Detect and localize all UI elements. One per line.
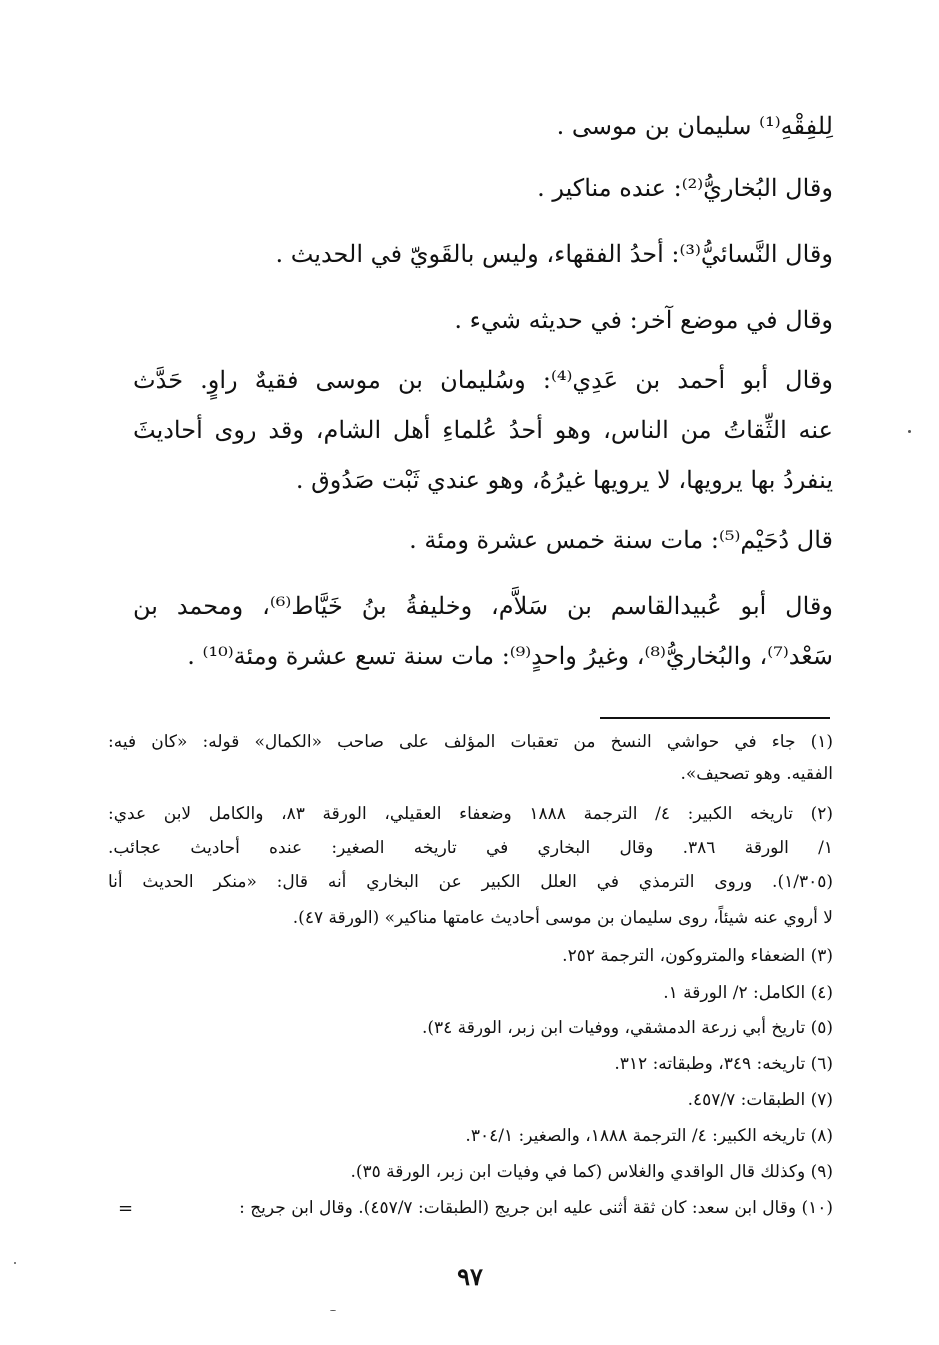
main-line-9: وقال أبو عُبيدالقاسم بن سَلاَّم، وخليفةُ بنُ خَيَّاط⁽⁶⁾، ومحمد بن [133, 592, 833, 620]
main-line-8: قال دُحَيْم⁽⁵⁾: مات سنة خمس عشرة ومئة . [409, 526, 833, 554]
footnote-1-line-1: (١) جاء في حواشي النسخ من تعقبات المؤلف على صاحب «الكمال» قوله: «كان فيه: [108, 732, 833, 752]
footnote-8: (٨) تاريخه الكبير: ٤/ الترجمة ١٨٨٨، والصغير: ٣٠٤/١. [465, 1126, 833, 1146]
footnote-2-line-4: لا أروي عنه شيئاً، روى سليمان بن موسى أحاديث عامتها مناكير» (الورقة ٤٧). [292, 908, 833, 928]
footnote-divider [600, 717, 830, 719]
scan-speck [14, 1262, 16, 1264]
footnote-7: (٧) الطبقات: ٤٥٧/٧. [687, 1090, 833, 1110]
footnote-2-line-3: (١/٣٠٥). وروى الترمذي في العلل الكبير عن البخاري أنه قال: «منكر الحديث أنا [108, 872, 833, 892]
main-line-6: عنه الثِّقاتُ من الناس، وهو أحدُ عُلماءِ أهل الشام، وقد روى أحاديثَ [133, 416, 833, 444]
continuation-mark: = [118, 1198, 134, 1219]
footnote-6: (٦) تاريخه: ٣٤٩، وطبقاته: ٣١٢. [614, 1054, 833, 1074]
scan-speck [908, 430, 911, 433]
footnote-10: (١٠) وقال ابن سعد: كان ثقة أثنى عليه ابن جريج (الطبقات: ٤٥٧/٧). وقال ابن جريج : [239, 1198, 833, 1218]
footnote-3: (٣) الضعفاء والمتروكون، الترجمة ٢٥٢. [562, 946, 833, 966]
main-line-7: ينفردُ بها يرويها، لا يرويها غيرُهُ، وهو عندي ثَبْت صَدُوق . [295, 466, 833, 494]
footnote-1-line-2: الفقيه. وهو تصحيف». [680, 764, 833, 784]
main-line-1: لِلفِقْهِ⁽¹⁾ سليمان بن موسى . [556, 112, 833, 140]
footnote-9: (٩) وكذلك قال الواقدي والغلاس (كما في وفيات ابن زبر، الورقة ٣٥). [350, 1162, 833, 1182]
main-line-2: وقال البُخاريُّ⁽²⁾: عنده مناكير . [537, 174, 833, 202]
footnote-2-line-2: ١/ الورقة ٣٨٦. وقال البخاري في تاريخه الصغير: عنده أحاديث عجائب. [108, 838, 833, 858]
page-number: ٩٧ [457, 1262, 483, 1291]
main-line-4: وقال في موضع آخر: في حديثه شيء . [454, 306, 833, 334]
footnote-5: (٥) تاريخ أبي زرعة الدمشقي، ووفيات ابن زبر، الورقة ٣٤). [421, 1018, 833, 1038]
main-line-5: وقال أبو أحمد بن عَدِي⁽⁴⁾: وسُليمان بن موسى فقيهٌ راوٍ. حَدَّث [133, 366, 833, 394]
scan-speck [330, 1310, 336, 1311]
main-line-10: سَعْد⁽⁷⁾، والبُخاريُّ⁽⁸⁾، وغيرُ واحدٍ⁽⁹⁾: مات سنة تسع عشرة ومئة⁽¹⁰⁾ . [187, 642, 833, 670]
footnote-4: (٤) الكامل: ٢/ الورقة ١. [663, 983, 833, 1003]
main-line-3: وقال النَّسائيُّ⁽³⁾: أحدُ الفقهاء، وليس بالقَويّ في الحديث . [275, 240, 833, 268]
footnote-2-line-1: (٢) تاريخه الكبير: ٤/ الترجمة ١٨٨٨ وضعفاء العقيلي، الورقة ٨٣، والكامل لابن عدي: [108, 804, 833, 824]
